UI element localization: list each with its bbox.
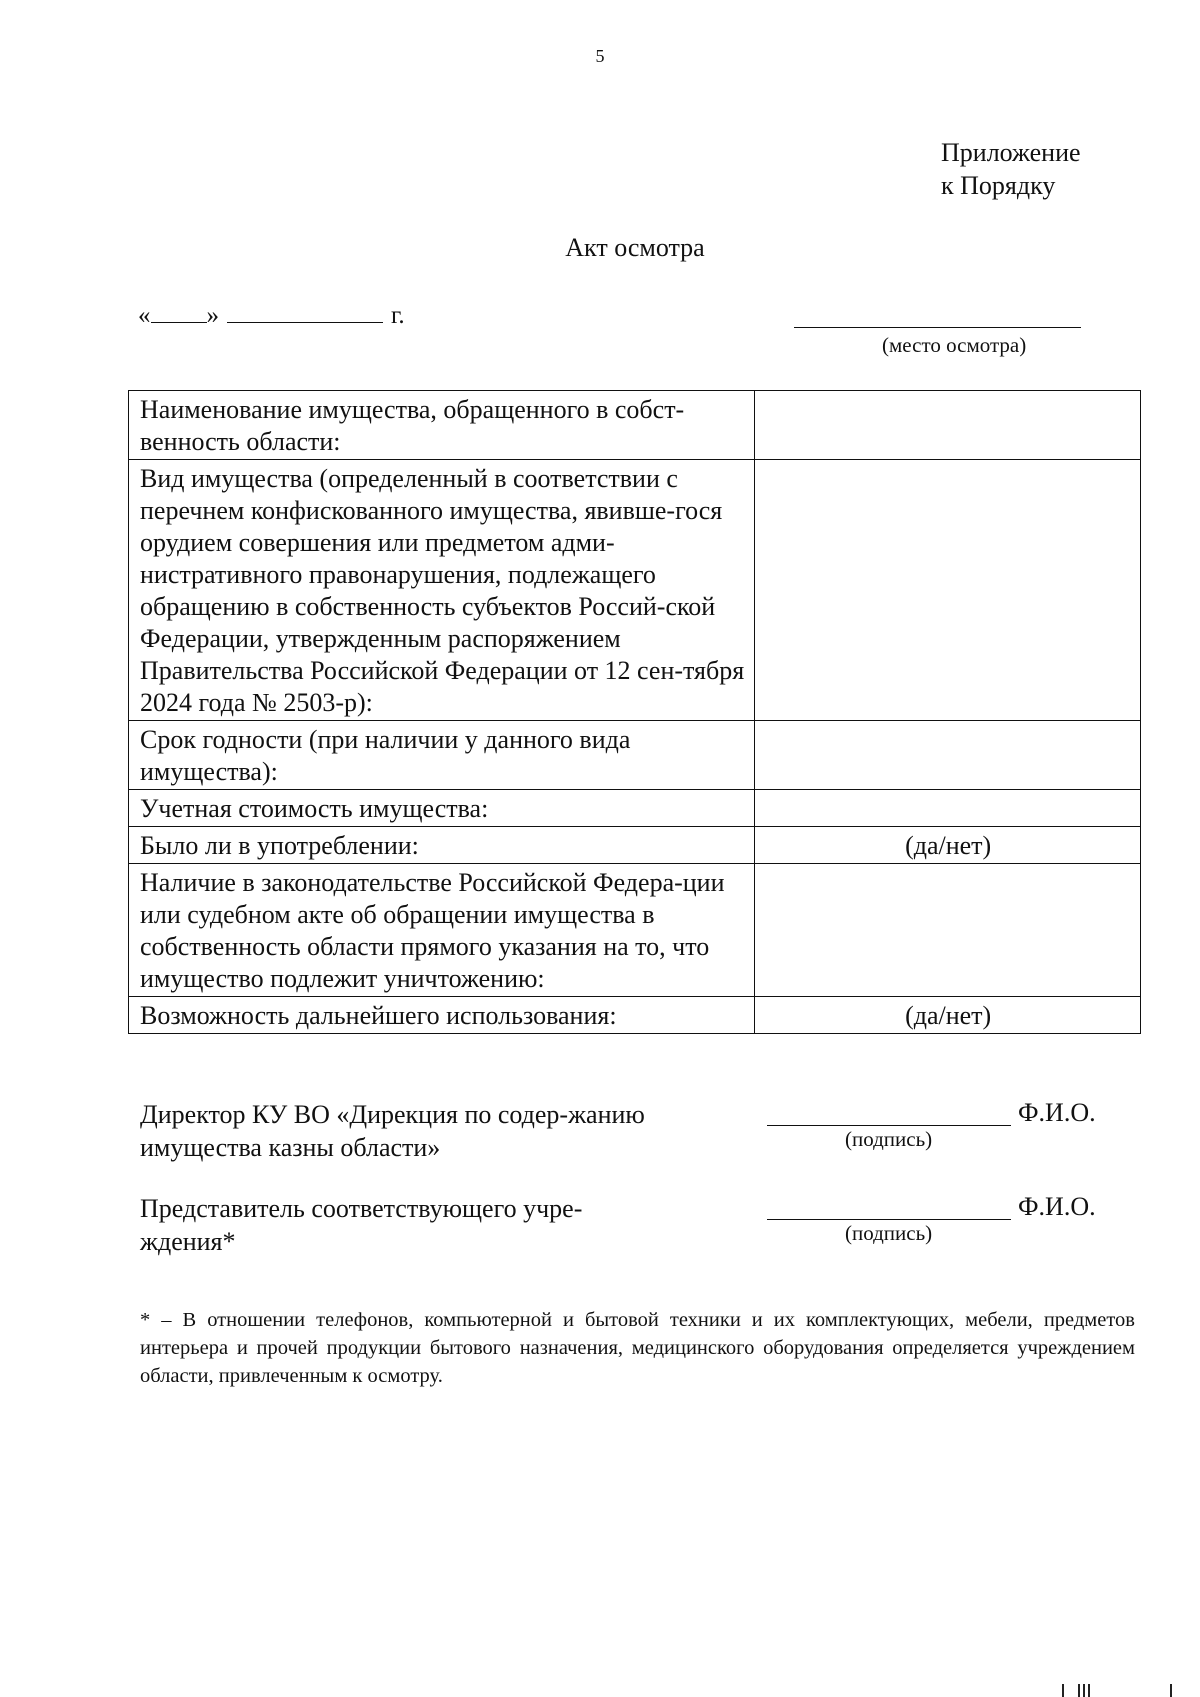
document-title: Акт осмотра — [565, 233, 705, 262]
table-row — [129, 827, 1141, 864]
appendix-line-1: Приложение — [941, 138, 1081, 167]
place-blank-line — [794, 327, 1081, 328]
signature-role-representative: Представитель соответствующего учре-ждения* — [140, 1194, 583, 1256]
page-number: 5 — [595, 46, 605, 66]
date-open-quote: « — [138, 302, 151, 329]
signature-name-representative: Ф.И.О. — [1018, 1192, 1096, 1221]
row-value — [755, 460, 1141, 721]
signature-caption-director: (подпись) — [845, 1127, 933, 1151]
appendix-line-2: к Порядку — [941, 171, 1056, 200]
row-value — [755, 721, 1141, 790]
row-value — [755, 790, 1141, 827]
table-row — [129, 460, 1141, 721]
table-row — [129, 721, 1141, 790]
row-label: Вид имущества (определенный в соответствии с перечнем конфискованного имущества, явивше-гося орудием совершения или предметом адми-нистративного правонарушения, подлежащего обращению в собственность субъектов Россий-ской Федерации, утвержденным распоряжением Правительства Российской Федерации от 12 сен-тября 2024 года № 2503-р): — [129, 460, 755, 721]
table-row — [129, 997, 1141, 1034]
scan-marks — [1062, 1684, 1172, 1697]
signature-name-director: Ф.И.О. — [1018, 1098, 1096, 1127]
row-label: Наименование имущества, обращенного в собст-венность области: — [129, 391, 755, 460]
table-row — [129, 790, 1141, 827]
signature-caption-representative: (подпись) — [845, 1221, 933, 1245]
row-value: (да/нет) — [755, 827, 1141, 864]
date-field — [138, 300, 405, 330]
date-day-blank — [151, 300, 207, 323]
row-label: Наличие в законодательстве Российской Федера-ции или судебном акте об обращении имущества в собственность области прямого указания на то, что имущество подлежит уничтожению: — [129, 864, 755, 997]
row-label: Учетная стоимость имущества: — [129, 790, 755, 827]
table-row — [129, 864, 1141, 997]
date-year-suffix: г. — [391, 302, 405, 329]
row-value: (да/нет) — [755, 997, 1141, 1034]
appendix-reference — [941, 136, 1081, 202]
signature-role-director: Директор КУ ВО «Дирекция по содер-жанию имущества казны области» — [140, 1100, 645, 1162]
place-caption: (место осмотра) — [882, 333, 1027, 357]
date-close-quote: » — [206, 302, 219, 329]
signature-line-director — [767, 1125, 1011, 1126]
row-label: Срок годности (при наличии у данного вида имущества): — [129, 721, 755, 790]
date-month-blank — [227, 300, 383, 323]
table-row — [129, 391, 1141, 460]
row-value — [755, 391, 1141, 460]
row-label: Возможность дальнейшего использования: — [129, 997, 755, 1034]
row-label: Было ли в употреблении: — [129, 827, 755, 864]
signature-line-representative — [767, 1219, 1011, 1220]
footnote: * – В отношении телефонов, компьютерной и бытовой техники и их комплектующих, мебели, предметов интерьера и прочей продукции бытового назначения, медицинского оборудования определяется учреждением области, привлеченным к осмотру. — [140, 1309, 1135, 1387]
row-value — [755, 864, 1141, 997]
inspection-table — [128, 390, 1141, 1034]
